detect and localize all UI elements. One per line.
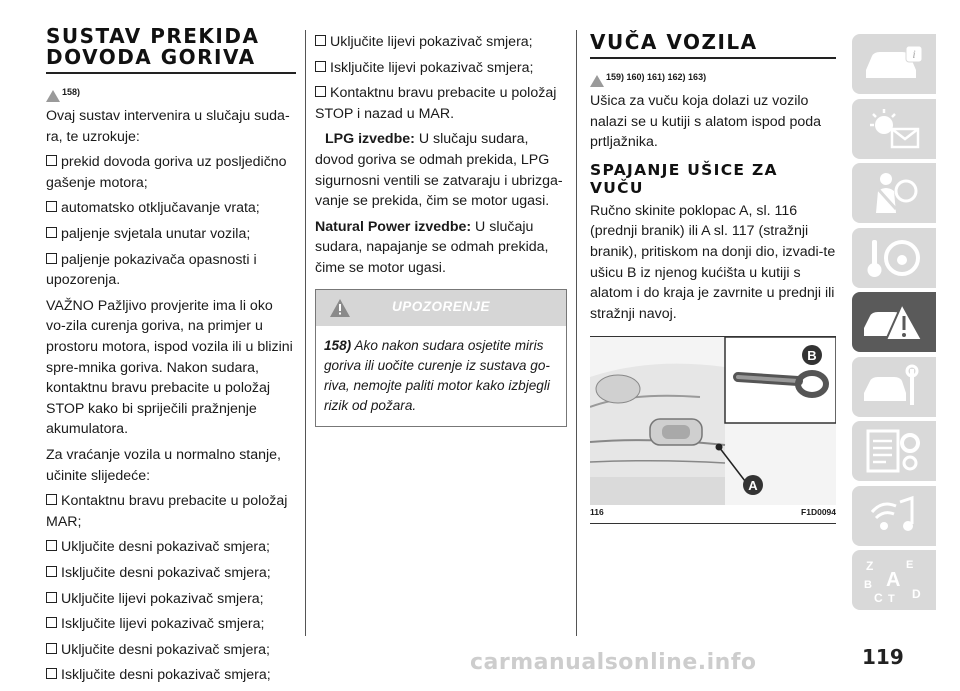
tab-dashboard[interactable]: [852, 34, 936, 94]
right-column: [590, 26, 836, 329]
checkbox-bullet-icon: [46, 201, 57, 212]
important-paragraph: VAŽNO Pažljivo provjerite ima li oko vo-zila curenja goriva, na primjer u prostoru motora, ispod vozila ili u blizini spre-mnika goriva. Nakon sudara, kontaktnu bravu prebacite u položaj STOP kako bi spriječili pražnjenje akumulatora.: [46, 297, 293, 438]
section-heading-towing: VUČA VOZILA: [590, 30, 758, 54]
middle-column: [315, 32, 567, 427]
tab-emergency[interactable]: [852, 292, 936, 352]
intro-paragraph: Ovaj sustav intervenira u slučaju suda-ra, te uzrokuje:: [46, 108, 290, 145]
list-item: Uključite lijevi pokazivač smjera;: [46, 589, 296, 610]
warning-header: [316, 290, 566, 326]
tab-technical-data[interactable]: [852, 421, 936, 481]
tab-safety[interactable]: [852, 163, 936, 223]
list-item: Isključite desni pokazivač smjera;: [46, 665, 296, 686]
checkbox-bullet-icon: [46, 668, 57, 679]
natural-power-paragraph: Natural Power izvedbe: U slučaju sudara, napajanje se odmah prekida, čime se motor ugasi.: [315, 218, 549, 276]
list-item: prekid dovoda goriva uz posljedično gašenje motora;: [46, 154, 287, 191]
key-steering-wheel-icon: [862, 234, 926, 282]
figure-label-a: A: [748, 478, 758, 493]
seatbelt-airbag-icon: [862, 169, 926, 217]
svg-text:B: B: [864, 579, 872, 591]
note-references: 158): [46, 82, 296, 103]
warning-title: UPOZORENJE: [391, 299, 491, 315]
checkbox-bullet-icon: [46, 253, 57, 264]
column-divider: [576, 30, 577, 636]
watermark: carmanualsonline.info: [470, 650, 757, 675]
checkbox-bullet-icon: [315, 61, 326, 72]
warning-triangle-icon: [46, 90, 60, 102]
warning-box: [315, 289, 567, 427]
list-item: Isključite desni pokazivač smjera;: [46, 563, 296, 584]
svg-text:D: D: [912, 587, 921, 601]
subheading-eye-fitting: SPAJANJE UŠICE ZA VUČU: [590, 160, 778, 197]
restore-steps-continued: [315, 32, 567, 124]
multimedia-icon: [862, 492, 926, 540]
restore-steps-list: [46, 491, 296, 686]
list-item: paljenje svjetala unutar vozila;: [46, 224, 296, 245]
checkbox-bullet-icon: [46, 155, 57, 166]
svg-text:Z: Z: [866, 559, 874, 573]
column-divider: [305, 30, 306, 636]
restore-intro: Za vraćanje vozila u normalno stanje, učinite slijedeće:: [46, 447, 282, 484]
figure-caption: [590, 507, 836, 517]
eye-fitting-instructions: Ručno skinite poklopac A, sl. 116 (prednji branik) ili A sl. 117 (stražnji branik), pritiskom na donji dio, izvadi-te ušicu B iz njenog kućišta u kutiji s alatom i do kraja je zavrnite u prednji ili stražnji navoj.: [590, 202, 836, 322]
list-item: Isključite lijevi pokazivač smjera;: [46, 614, 296, 635]
technical-data-icon: [862, 427, 926, 475]
svg-text:C: C: [874, 591, 883, 604]
heading-rule: [46, 72, 296, 74]
list-item: paljenje pokazivača opasnosti i upozorenja.: [46, 251, 257, 289]
list-item: Uključite desni pokazivač smjera;: [46, 537, 296, 558]
list-item: automatsko otključavanje vrata;: [46, 198, 296, 219]
list-item: Isključite lijevi pokazivač smjera;: [315, 58, 567, 79]
tab-warning-lights[interactable]: [852, 99, 936, 159]
figure-label-b: B: [807, 348, 817, 363]
checkbox-bullet-icon: [46, 592, 57, 603]
tab-index[interactable]: [852, 550, 936, 610]
figure-code: F1D0094: [801, 507, 836, 517]
list-item: Uključite desni pokazivač smjera;: [46, 640, 296, 661]
figure-number: 116: [590, 507, 604, 517]
effects-list: [46, 152, 296, 291]
heading-rule: [590, 57, 836, 59]
warning-lights-icon: [862, 105, 926, 153]
car-dashboard-icon: [862, 40, 926, 88]
checkbox-bullet-icon: [46, 494, 57, 505]
chapter-tabs: [852, 34, 936, 615]
checkbox-bullet-icon: [46, 566, 57, 577]
bumper-towing-eye-illustration: [590, 337, 836, 505]
towing-intro: Ušica za vuču koja dolazi uz vozilo nalazi se u kutiji s alatom ispod poda prtljažnika.: [590, 93, 822, 151]
tab-maintenance[interactable]: [852, 357, 936, 417]
svg-text:i: i: [912, 47, 916, 61]
checkbox-bullet-icon: [46, 540, 57, 551]
tab-starting-driving[interactable]: [852, 228, 936, 288]
list-item: Kontaktnu bravu prebacite u položaj STOP i nazad u MAR.: [315, 85, 557, 122]
checkbox-bullet-icon: [46, 643, 57, 654]
list-item: Kontaktnu bravu prebacite u položaj MAR;: [46, 493, 288, 530]
section-heading-fuel-cutoff: SUSTAV PREKIDA DOVODA GORIVA: [46, 24, 260, 69]
alphabetical-index-icon: [862, 556, 926, 604]
list-item: Uključite lijevi pokazivač smjera;: [315, 32, 567, 53]
emergency-car-icon: [862, 298, 926, 346]
lpg-paragraph: LPG izvedbe: U slučaju sudara, dovod goriva se odmah prekida, LPG sigurnosni ventili se zatvaraju i ubrizga-vanje se prekida, čim se motor ugasi.: [315, 131, 563, 210]
page-number: 119: [862, 645, 904, 669]
checkbox-bullet-icon: [46, 617, 57, 628]
checkbox-bullet-icon: [315, 86, 326, 97]
checkbox-bullet-icon: [46, 227, 57, 238]
svg-text:E: E: [906, 559, 914, 571]
left-column: [46, 26, 296, 691]
warning-triangle-icon: [330, 299, 350, 317]
note-references: 159) 160) 161) 162) 163): [590, 67, 836, 88]
tab-multimedia[interactable]: [852, 486, 936, 546]
warning-text: 158) Ako nakon sudara osjetite miris goriva ili uočite curenje iz sustava go-riva, nemojte paliti motor kako izbjegli rizik od požara.: [324, 337, 550, 413]
figure-116: [590, 336, 836, 524]
warning-triangle-icon: [590, 75, 604, 87]
svg-text:A: A: [886, 569, 901, 591]
car-maintenance-icon: [862, 363, 926, 411]
svg-text:T: T: [888, 593, 895, 604]
checkbox-bullet-icon: [315, 35, 326, 46]
